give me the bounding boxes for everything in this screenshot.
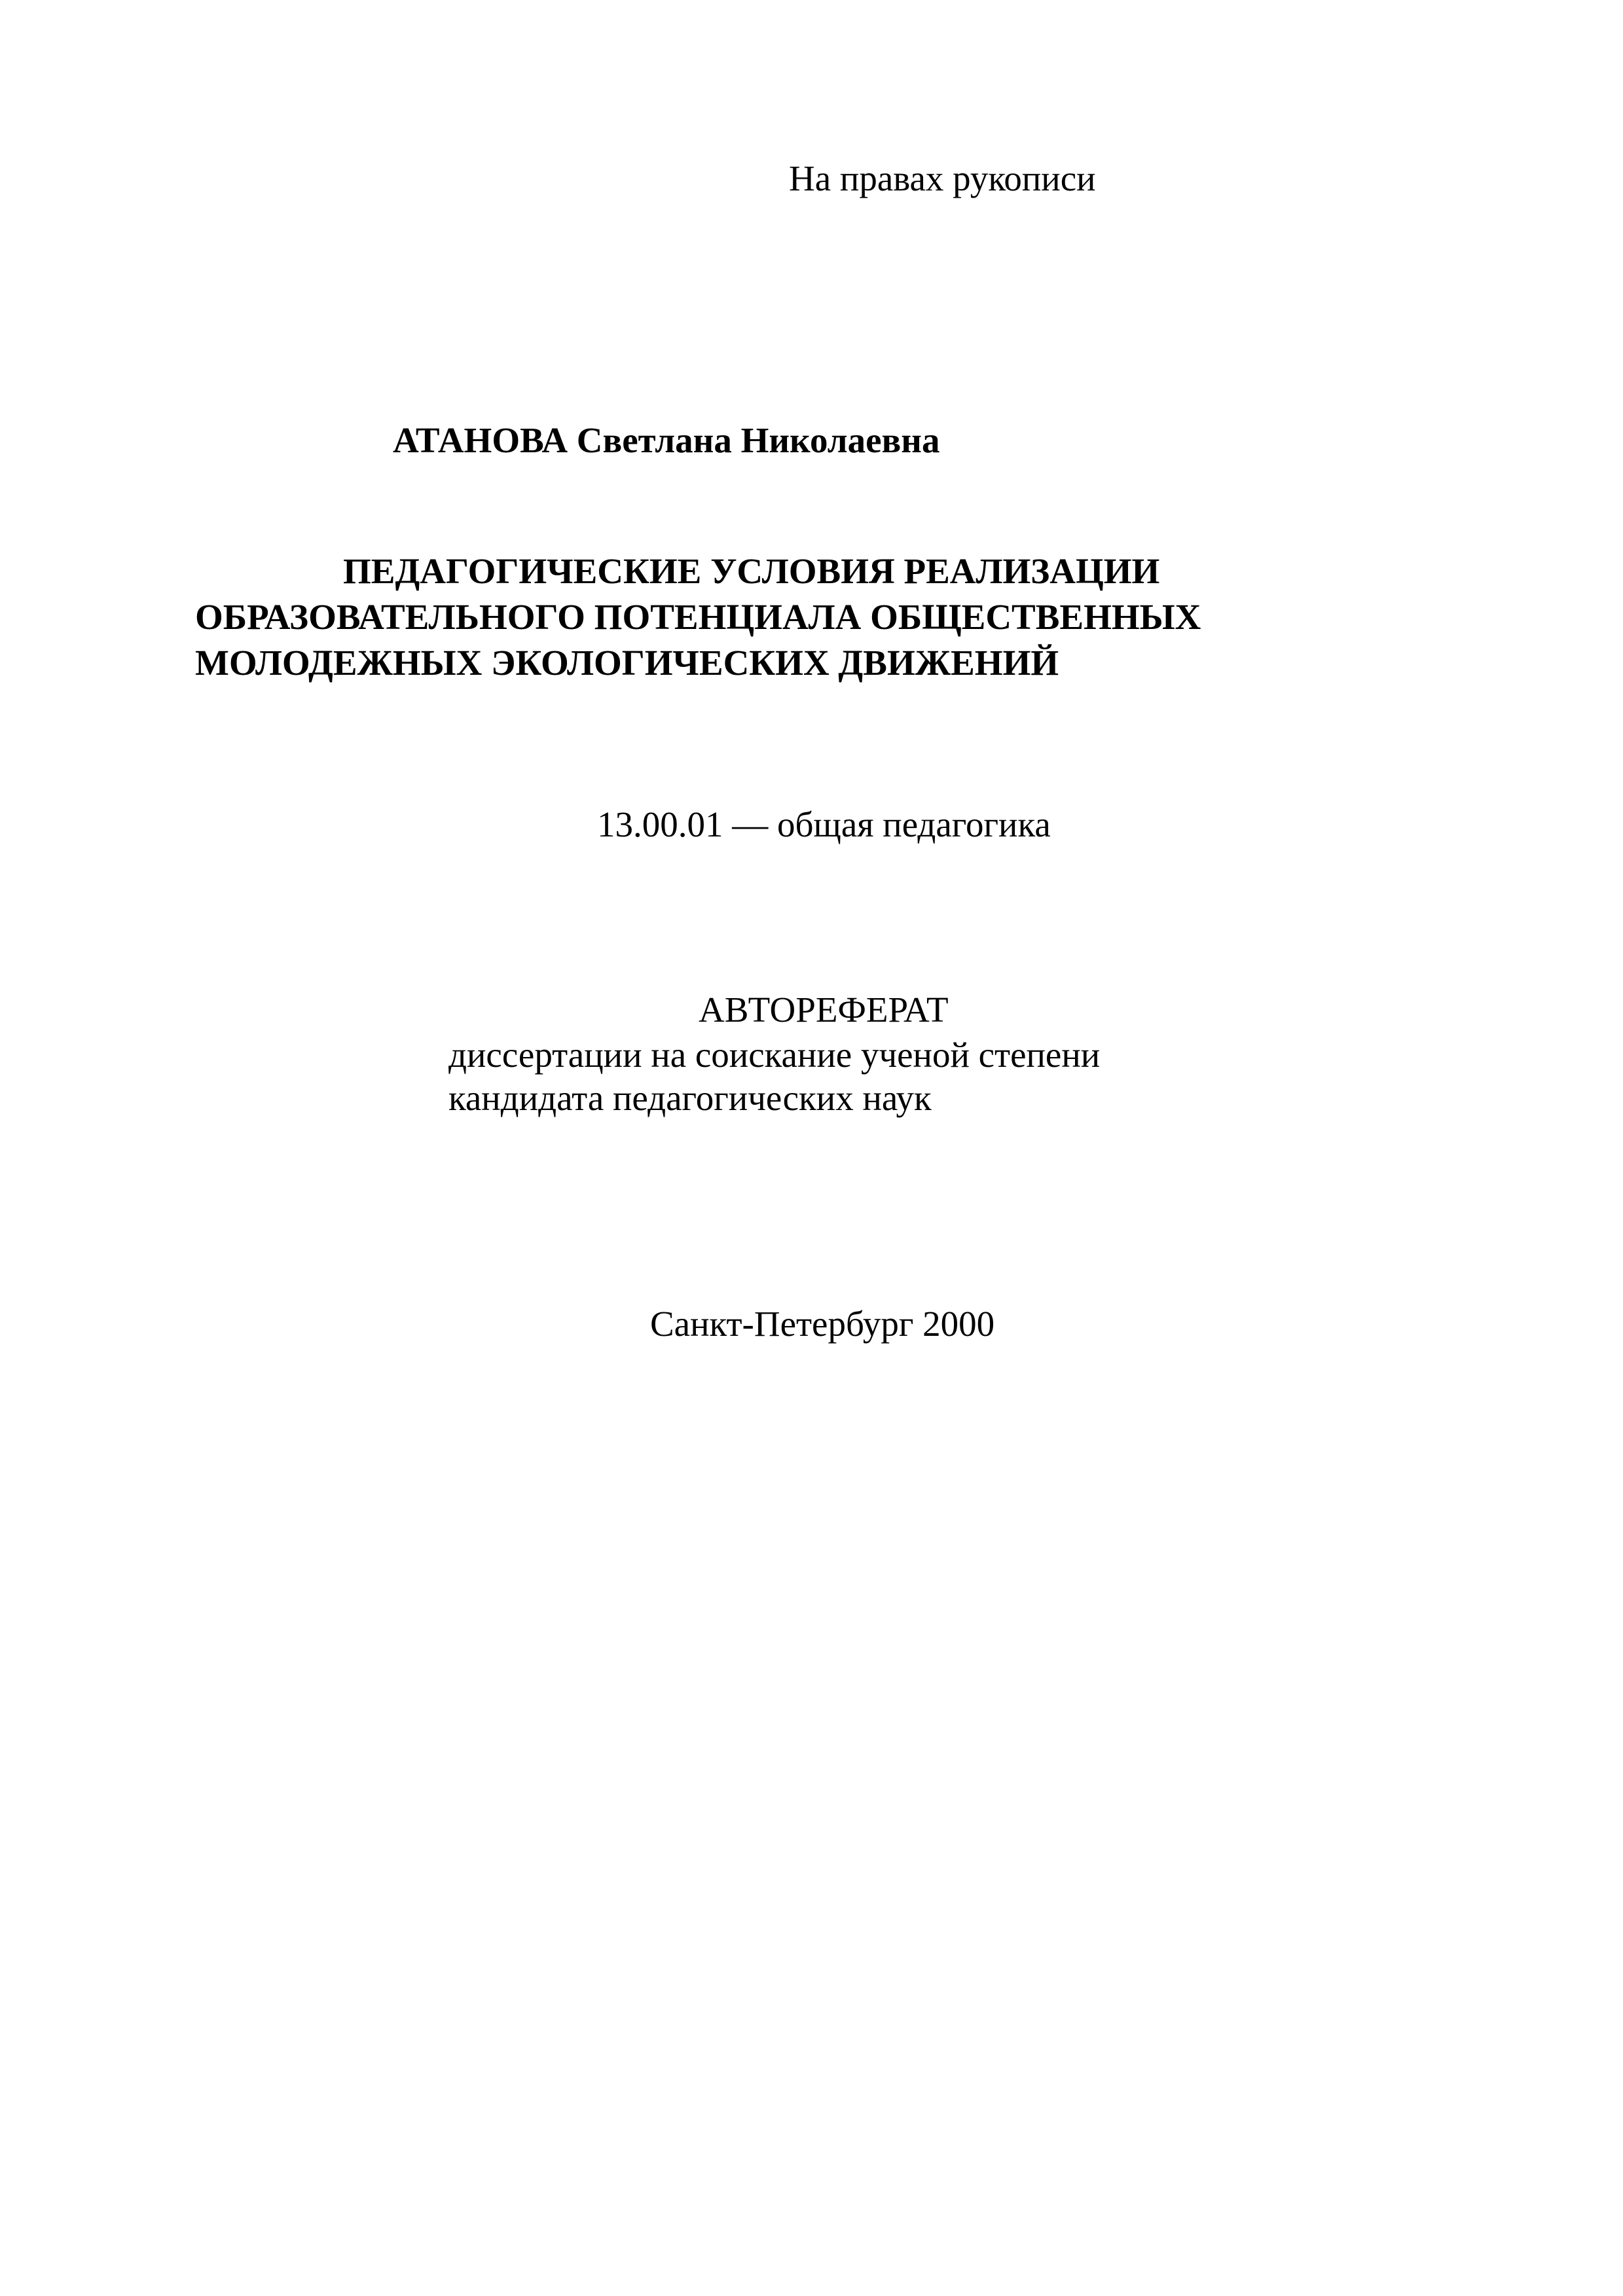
degree-line: диссертации на соискание ученой степени	[448, 1035, 1101, 1075]
manuscript-note: На правах рукописи	[789, 158, 1096, 198]
degree-line: кандидата педагогических наук	[448, 1078, 932, 1118]
place-and-year: Санкт-Петербург 2000	[650, 1304, 995, 1344]
title-line: ПЕДАГОГИЧЕСКИЕ УСЛОВИЯ РЕАЛИЗАЦИИ	[343, 551, 1160, 591]
title-line: ОБРАЗОВАТЕЛЬНОГО ПОТЕНЦИАЛА ОБЩЕСТВЕННЫХ	[195, 597, 1201, 637]
specialty-code: 13.00.01 — общая педагогика	[597, 804, 1051, 844]
author-name: АТАНОВА Светлана Николаевна	[393, 420, 940, 460]
title-line: МОЛОДЕЖНЫХ ЭКОЛОГИЧЕСКИХ ДВИЖЕНИЙ	[195, 643, 1059, 683]
document-type: АВТОРЕФЕРАТ	[699, 990, 949, 1030]
